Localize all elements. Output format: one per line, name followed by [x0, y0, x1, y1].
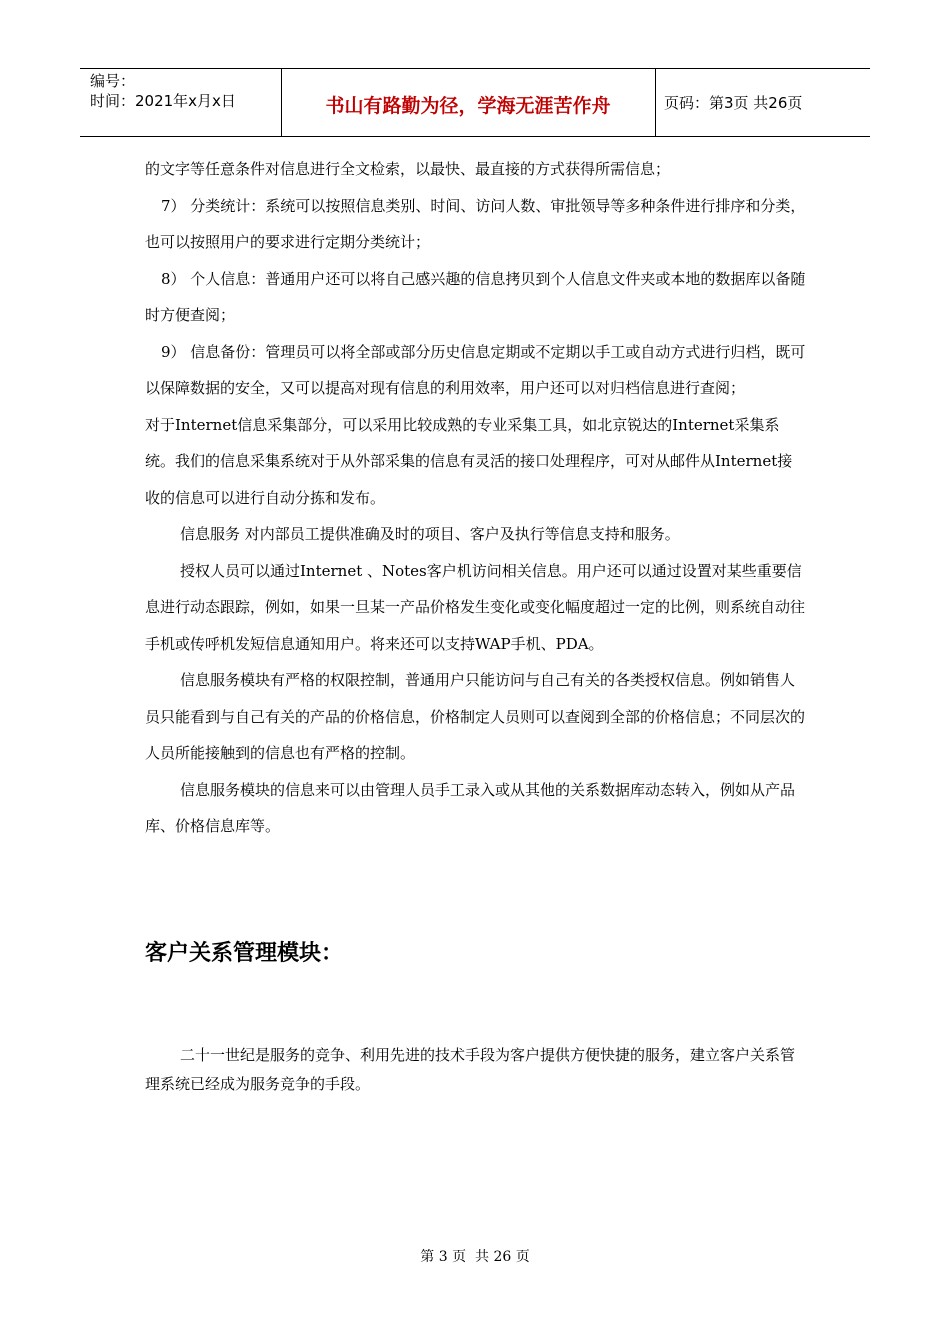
paragraph: 信息服务模块的信息来可以由管理人员手工录入或从其他的关系数据库动态转入，例如从产品库、价格信息库等。: [145, 780, 796, 835]
body-text-block: [145, 151, 807, 845]
header-top-border: [80, 68, 870, 69]
paragraph: 二十一世纪是服务的竞争、利用先进的技术手段为客户提供方便快捷的服务，建立客户关系管理系统已经成为服务竞争的手段。: [145, 1046, 796, 1093]
paragraph: 信息服务模块有严格的权限控制，普通用户只能访问与自己有关的各类授权信息。例如销售人员只能看到与自己有关的产品的价格信息，价格制定人员则可以查阅到全部的价格信息；不同层次的人员所能接触到的信息也有严格的控制。: [145, 671, 806, 762]
list-item: 9） 信息备份：管理员可以将全部或部分历史信息定期或不定期以手工或自动方式进行归档，既可以保障数据的安全，又可以提高对现有信息的利用效率，用户还可以对归档信息进行查阅；: [145, 342, 806, 397]
paragraph: 授权人员可以通过Internet 、Notes客户机访问相关信息。用户还可以通过设置对某些重要信息进行动态跟踪，例如，如果一旦某一产品价格发生变化或变化幅度超过一定的比例，则系统自动往手机或传呼机发短信息通知用户。将来还可以支持WAP手机、PDA。: [145, 561, 806, 653]
header-time: 时间：2021年x月x日: [90, 92, 236, 110]
list-item: 8） 个人信息：普通用户还可以将自己感兴趣的信息拷贝到个人信息文件夹或本地的数据库以备随时方便查阅；: [145, 269, 806, 324]
page-footer: 第 3 页 共 26 页: [420, 1249, 530, 1265]
header-number: 编号：: [90, 72, 136, 90]
header-divider: [655, 68, 656, 136]
list-item: 7） 分类统计：系统可以按照信息类别、时间、访问人数、审批领导等多种条件进行排序和分类，也可以按照用户的要求进行定期分类统计；: [145, 196, 806, 251]
section-heading: 客户关系管理模块：: [145, 941, 344, 966]
paragraph: 的文字等任意条件对信息进行全文检索，以最快、最直接的方式获得所需信息；: [145, 160, 671, 178]
paragraph: 对于Internet信息采集部分，可以采用比较成熟的专业采集工具，如北京锐达的Internet采集系统。我们的信息采集系统对于从外部采集的信息有灵活的接口处理程序，可对从邮件从Internet接收的信息可以进行自动分拣和发布。: [145, 415, 793, 507]
header-bottom-border: [80, 136, 870, 137]
paragraph: 信息服务 对内部员工提供准确及时的项目、客户及执行等信息支持和服务。: [180, 525, 680, 543]
header-page-number: 页码：第3页 共26页: [664, 94, 803, 112]
header-motto: 书山有路勤为径，学海无涯苦作舟: [325, 95, 611, 117]
